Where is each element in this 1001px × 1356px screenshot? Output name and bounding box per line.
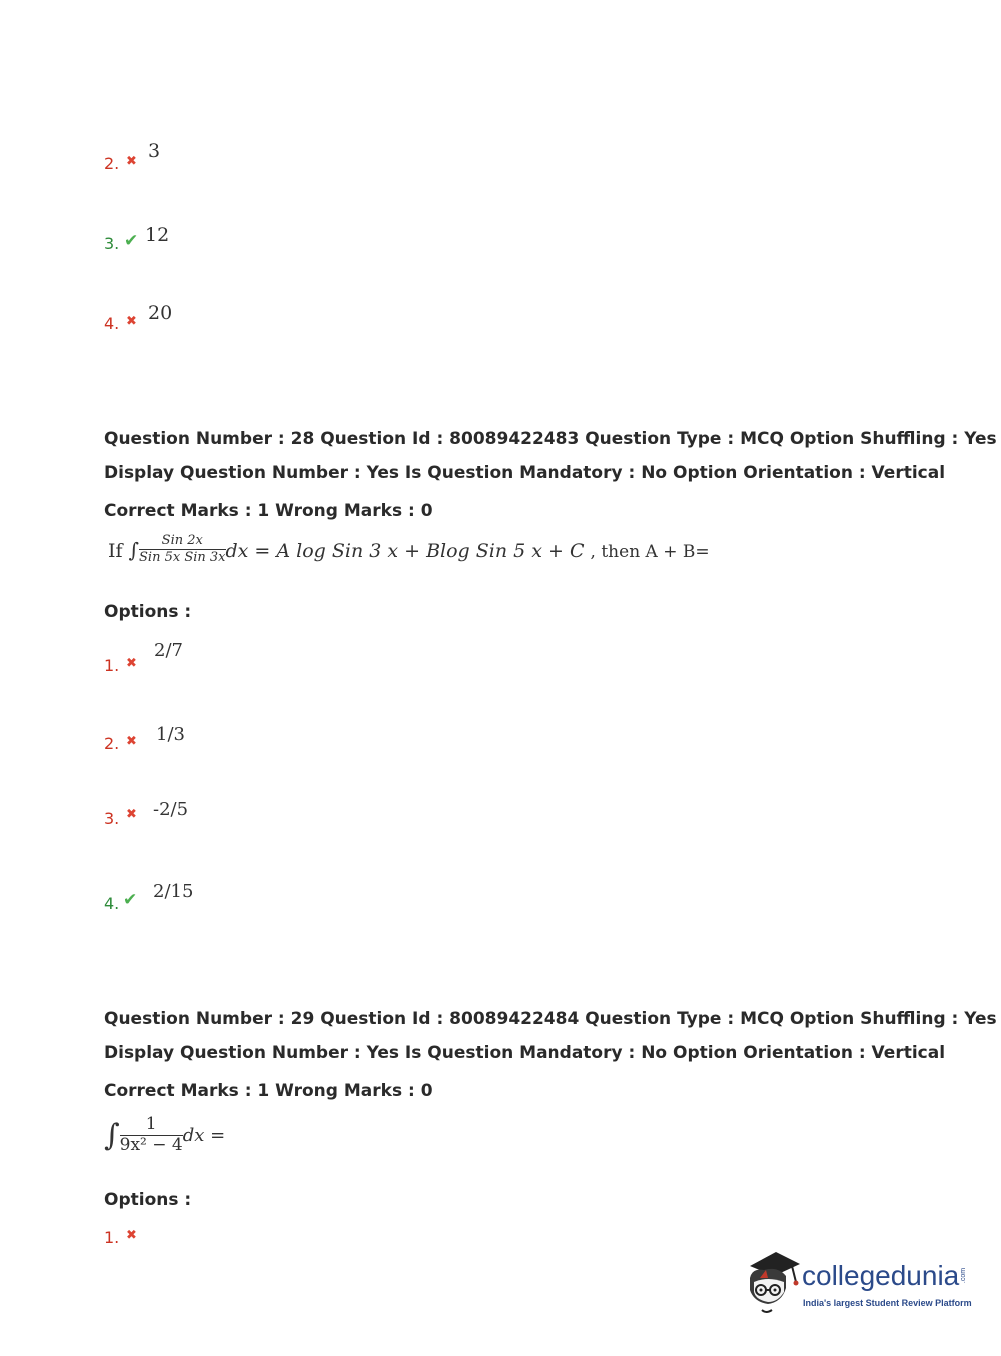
option-number: 4. — [104, 894, 120, 913]
cross-icon: ✖ — [126, 314, 137, 329]
q29-meta-line-1: Question Number : 29 Question Id : 80089422484 Question Type : MCQ Option Shuffling : Yes — [104, 1009, 997, 1029]
option-value: 20 — [148, 302, 173, 324]
q28-meta-line-1: Question Number : 28 Question Id : 80089422483 Question Type : MCQ Option Shuffling : Yes — [104, 429, 997, 449]
integral-sign: ∫ — [104, 1117, 120, 1153]
q28-meta-line-2: Display Question Number : Yes Is Question Mandatory : No Option Orientation : Vertical — [104, 463, 946, 483]
option-number: 2. — [104, 734, 120, 753]
q29-question-text — [104, 1116, 225, 1155]
question-suffix: , then A + B= — [590, 542, 710, 562]
option-value: 3 — [148, 140, 161, 162]
cross-icon: ✖ — [126, 154, 137, 169]
check-icon: ✔ — [124, 231, 139, 251]
equation-rest: dx = A log Sin 3 x + Blog Sin 5 x + C — [225, 540, 585, 562]
option-number: 1. — [104, 1228, 120, 1247]
cross-icon: ✖ — [126, 807, 137, 822]
option-value: 2/7 — [154, 640, 183, 661]
option-value: 12 — [145, 224, 170, 246]
collegedunia-logo — [742, 1248, 972, 1320]
brand-dotcom: .com — [960, 1267, 968, 1284]
fraction — [120, 1116, 183, 1155]
equation-rest: dx = — [182, 1124, 226, 1146]
option-value: -2/5 — [153, 799, 189, 820]
q28-meta-line-3: Correct Marks : 1 Wrong Marks : 0 — [104, 501, 433, 521]
brand-tagline: India's largest Student Review Platform — [803, 1298, 972, 1308]
q29-meta-line-3: Correct Marks : 1 Wrong Marks : 0 — [104, 1081, 433, 1101]
fraction — [139, 534, 225, 564]
numerator: 1 — [120, 1116, 183, 1136]
q28-options-label: Options : — [104, 602, 192, 622]
q29-options-label: Options : — [104, 1190, 192, 1210]
mascot-icon — [742, 1248, 804, 1318]
check-icon: ✔ — [123, 890, 138, 910]
option-number: 4. — [104, 314, 120, 333]
cross-icon: ✖ — [126, 734, 137, 749]
option-number: 3. — [104, 234, 120, 253]
option-number: 1. — [104, 656, 120, 675]
cross-icon: ✖ — [126, 1228, 137, 1243]
integral-sign: ∫ — [128, 538, 140, 562]
cross-icon: ✖ — [126, 656, 137, 671]
q28-question-text — [108, 532, 710, 565]
numerator: Sin 2x — [139, 534, 225, 550]
brand-name: collegedunia — [802, 1260, 960, 1291]
q29-meta-line-2: Display Question Number : Yes Is Question Mandatory : No Option Orientation : Vertical — [104, 1043, 946, 1063]
question-prefix: If — [108, 540, 123, 562]
option-number: 3. — [104, 809, 120, 828]
option-number: 2. — [104, 154, 120, 173]
option-value: 1/3 — [156, 724, 185, 745]
option-value: 2/15 — [153, 881, 194, 902]
denominator: Sin 5x Sin 3x — [139, 549, 226, 565]
denominator: 9x² − 4 — [119, 1134, 183, 1155]
